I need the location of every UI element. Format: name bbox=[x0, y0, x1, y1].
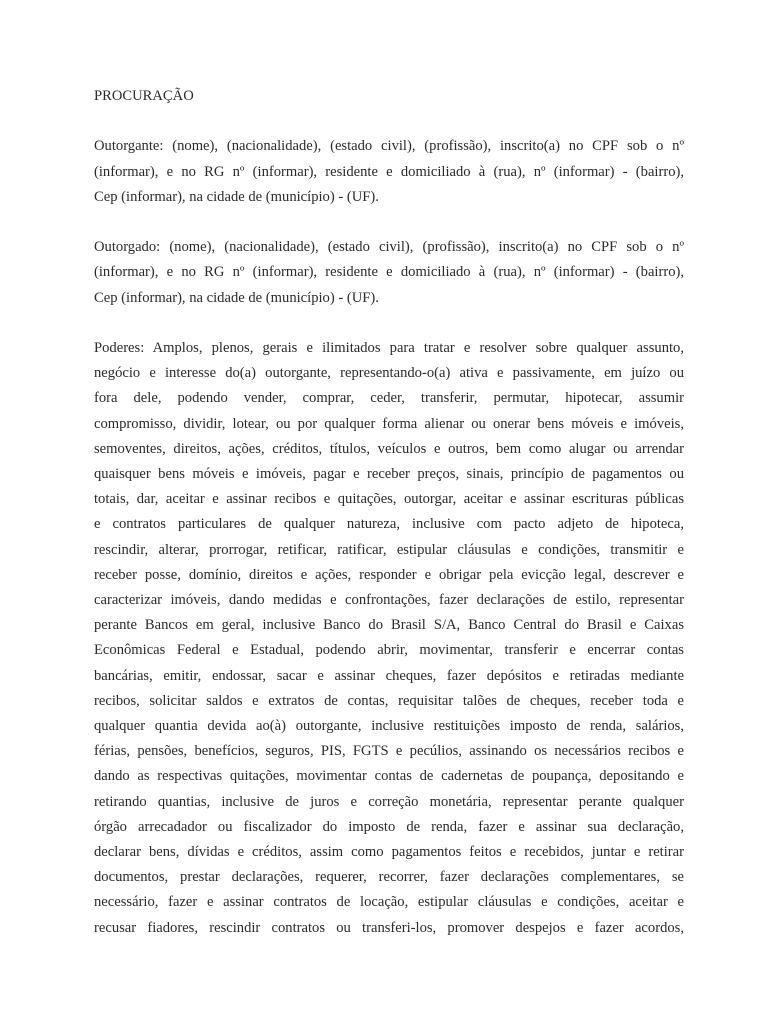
poderes-line: rescindir, alterar, prorrogar, retificar, ratificar, estipular cláusulas e condições, transmitir e bbox=[94, 541, 684, 558]
poderes-line: órgão arrecadador ou fiscalizador do imposto de renda, fazer e assinar sua declaração, bbox=[94, 818, 684, 835]
poderes-line: Poderes: Amplos, plenos, gerais e ilimitados para tratar e resolver sobre qualquer assunto, bbox=[94, 339, 684, 356]
poderes-line: semoventes, direitos, ações, créditos, títulos, veículos e outros, bem como alugar ou arrendar bbox=[94, 440, 684, 457]
poderes-line: totais, dar, aceitar e assinar recibos e quitações, outorgar, aceitar e assinar escrituras públicas bbox=[94, 491, 684, 508]
poderes-line: caracterizar imóveis, dando medidas e confrontações, fazer declarações de estilo, representar bbox=[94, 592, 684, 609]
poderes-line: Econômicas Federal e Estadual, podendo abrir, movimentar, transferir e encerrar contas bbox=[94, 642, 684, 659]
poderes-line: férias, pensões, benefícios, seguros, PIS, FGTS e pecúlios, assinando os necessários recibos e bbox=[94, 743, 684, 760]
poderes-line: fora dele, podendo vender, comprar, ceder, transferir, permutar, hipotecar, assumir bbox=[94, 390, 684, 407]
poderes-line: compromisso, dividir, lotear, ou por qualquer forma alienar ou onerar bens móveis e imóveis, bbox=[94, 415, 684, 432]
poderes-line: recusar fiadores, rescindir contratos ou transferi-los, promover despejos e fazer acordos, bbox=[94, 919, 684, 936]
poderes-line: e contratos particulares de qualquer natureza, inclusive com pacto adjeto de hipoteca, bbox=[94, 516, 684, 533]
outorgado-line: Cep (informar), na cidade de (município) - (UF). bbox=[94, 289, 379, 306]
outorgado-paragraph bbox=[94, 235, 684, 311]
poderes-line: negócio e interesse do(a) outorgante, representando-o(a) ativa e passivamente, em juízo ou bbox=[94, 365, 684, 382]
poderes-line: perante Bancos em geral, inclusive Banco do Brasil S/A, Banco Central do Brasil e Caixas bbox=[94, 617, 684, 634]
poderes-line: retirando quantias, inclusive de juros e correção monetária, representar perante qualquer bbox=[94, 793, 684, 810]
poderes-line: receber posse, domínio, direitos e ações, responder e obrigar pela evicção legal, descrever e bbox=[94, 566, 684, 583]
outorgante-paragraph bbox=[94, 134, 684, 210]
poderes-line: qualquer quantia devida ao(à) outorgante, inclusive restituições imposto de renda, salários, bbox=[94, 718, 684, 735]
outorgante-line: Outorgante: (nome), (nacionalidade), (estado civil), (profissão), inscrito(a) no CPF sob o nº bbox=[94, 138, 684, 155]
poderes-line: documentos, prestar declarações, requerer, recorrer, fazer declarações complementares, se bbox=[94, 869, 684, 886]
document-body bbox=[94, 84, 684, 966]
poderes-line: dando as respectivas quitações, movimentar contas de cadernetas de poupança, depositando e bbox=[94, 768, 684, 785]
poderes-line: declarar bens, dívidas e créditos, assim como pagamentos feitos e recebidos, juntar e retirar bbox=[94, 844, 684, 861]
document-title: PROCURAÇÃO bbox=[94, 88, 194, 104]
outorgante-line: (informar), e no RG nº (informar), residente e domiciliado à (rua), nº (informar) - (bairro), bbox=[94, 163, 684, 180]
outorgado-line: (informar), e no RG nº (informar), residente e domiciliado à (rua), nº (informar) - (bairro), bbox=[94, 264, 684, 281]
poderes-line: recibos, solicitar saldos e extratos de contas, requisitar talões de cheques, receber toda e bbox=[94, 692, 684, 709]
poderes-line: quaisquer bens móveis e imóveis, pagar e receber preços, sinais, princípio de pagamentos ou bbox=[94, 466, 684, 482]
poderes-paragraph bbox=[94, 336, 684, 941]
outorgado-line: Outorgado: (nome), (nacionalidade), (estado civil), (profissão), inscrito(a) no CPF sob o nº bbox=[94, 239, 684, 256]
poderes-line: bancárias, emitir, endossar, sacar e assinar cheques, fazer depósitos e retiradas mediante bbox=[94, 667, 684, 684]
outorgante-line: Cep (informar), na cidade de (município) - (UF). bbox=[94, 188, 379, 205]
poderes-line: necessário, fazer e assinar contratos de locação, estipular cláusulas e condições, aceitar e bbox=[94, 894, 684, 911]
